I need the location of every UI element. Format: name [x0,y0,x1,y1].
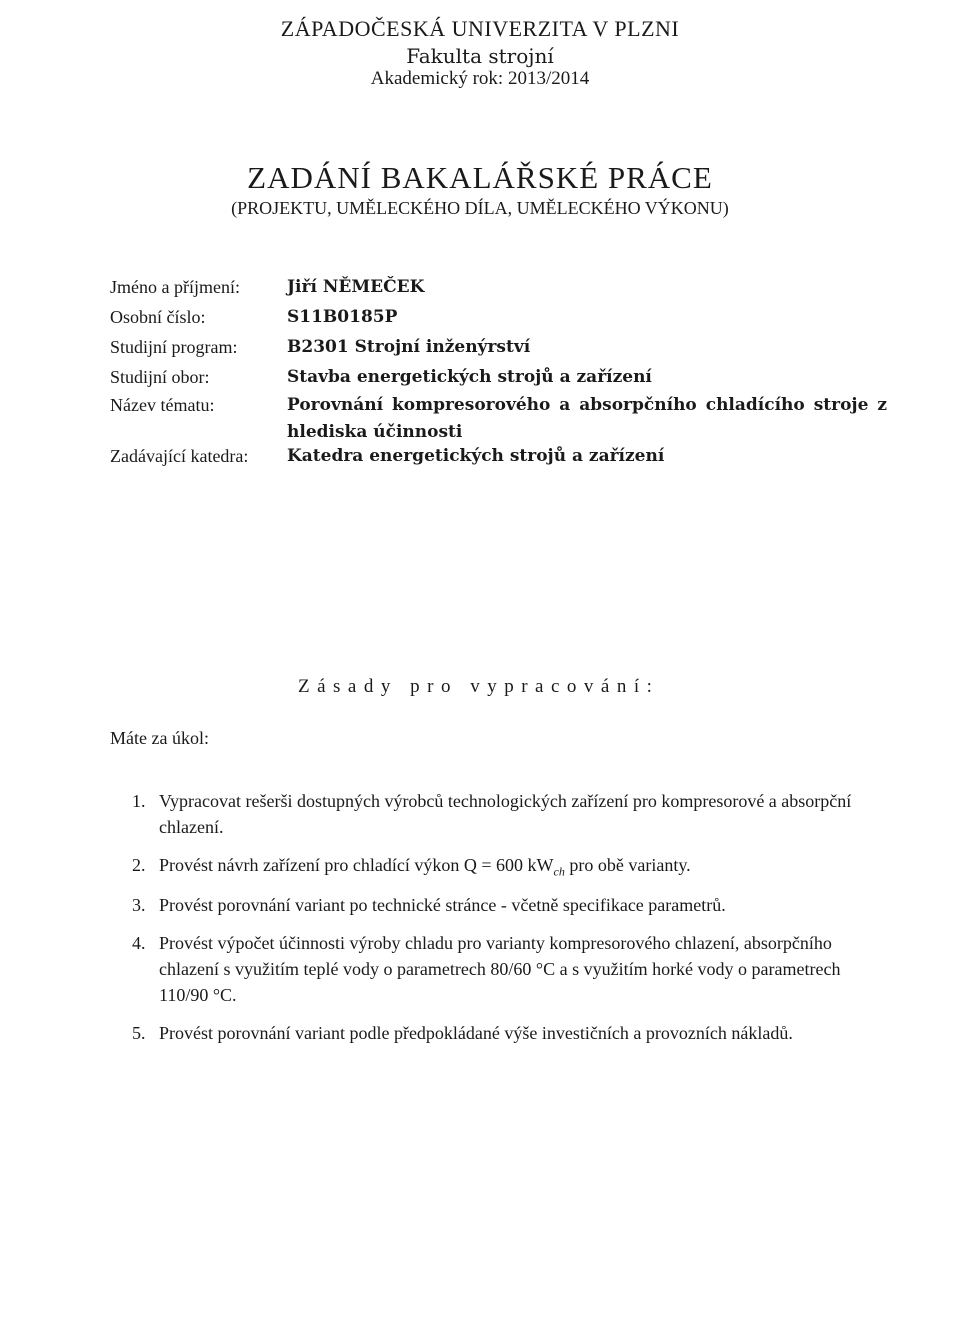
task-number: 5. [132,1023,146,1043]
document-title: ZADÁNÍ BAKALÁŘSKÉ PRÁCE [247,160,713,195]
task-text-part: pro obě varianty. [564,855,691,875]
faculty-name: Fakulta strojní [406,44,554,68]
info-value: Porovnání kompresorového a absorpčního chladícího stroje z hlediska účinnosti [287,395,887,442]
info-value: B2301 Strojní inženýrství [287,337,531,357]
task-text-part: Provést návrh zařízení pro chladící výkon Q = 600 kW [159,855,554,875]
section-title: Zásady pro vypracování: [298,676,660,697]
task-number: 1. [132,791,146,811]
task-text: Vypracovat rešerši dostupných výrobců technologických zařízení pro kompresorové a absorpční chlazení. [159,791,852,837]
task-number: 3. [132,895,146,915]
task-label: Máte za úkol: [110,728,209,748]
task-number: 4. [132,933,146,953]
task-subscript: ch [553,864,565,879]
task-text: Provést výpočet účinnosti výroby chladu pro varianty kompresorového chlazení, absorpčního chlazení s využitím teplé vody o parametrech 80/60 °C a s využitím horké vody o parametrech 110/90 °C. [159,933,841,1005]
university-name: ZÁPADOČESKÁ UNIVERZITA V PLZNI [280,16,680,41]
info-value: Jiří NĚMEČEK [287,277,425,297]
task-number: 2. [132,855,146,875]
info-label: Studijní program: [110,337,238,357]
info-value: Stavba energetických strojů a zařízení [287,367,652,387]
task-text: Provést porovnání variant podle předpokládané výše investičních a provozních nákladů. [159,1023,793,1043]
info-label: Studijní obor: [110,367,210,387]
info-label: Zadávající katedra: [110,446,249,466]
task-text: Provést porovnání variant po technické stránce - včetně specifikace parametrů. [159,895,726,915]
info-label: Název tématu: [110,395,215,415]
academic-year: Akademický rok: 2013/2014 [370,68,590,89]
info-value: S11B0185P [287,307,398,327]
info-label: Jméno a příjmení: [110,277,240,297]
task-text [159,852,874,885]
info-label: Osobní číslo: [110,307,206,327]
info-value: Katedra energetických strojů a zařízení [287,446,665,466]
document-subtitle: (PROJEKTU, UMĚLECKÉHO DÍLA, UMĚLECKÉHO VÝKONU) [231,198,729,218]
